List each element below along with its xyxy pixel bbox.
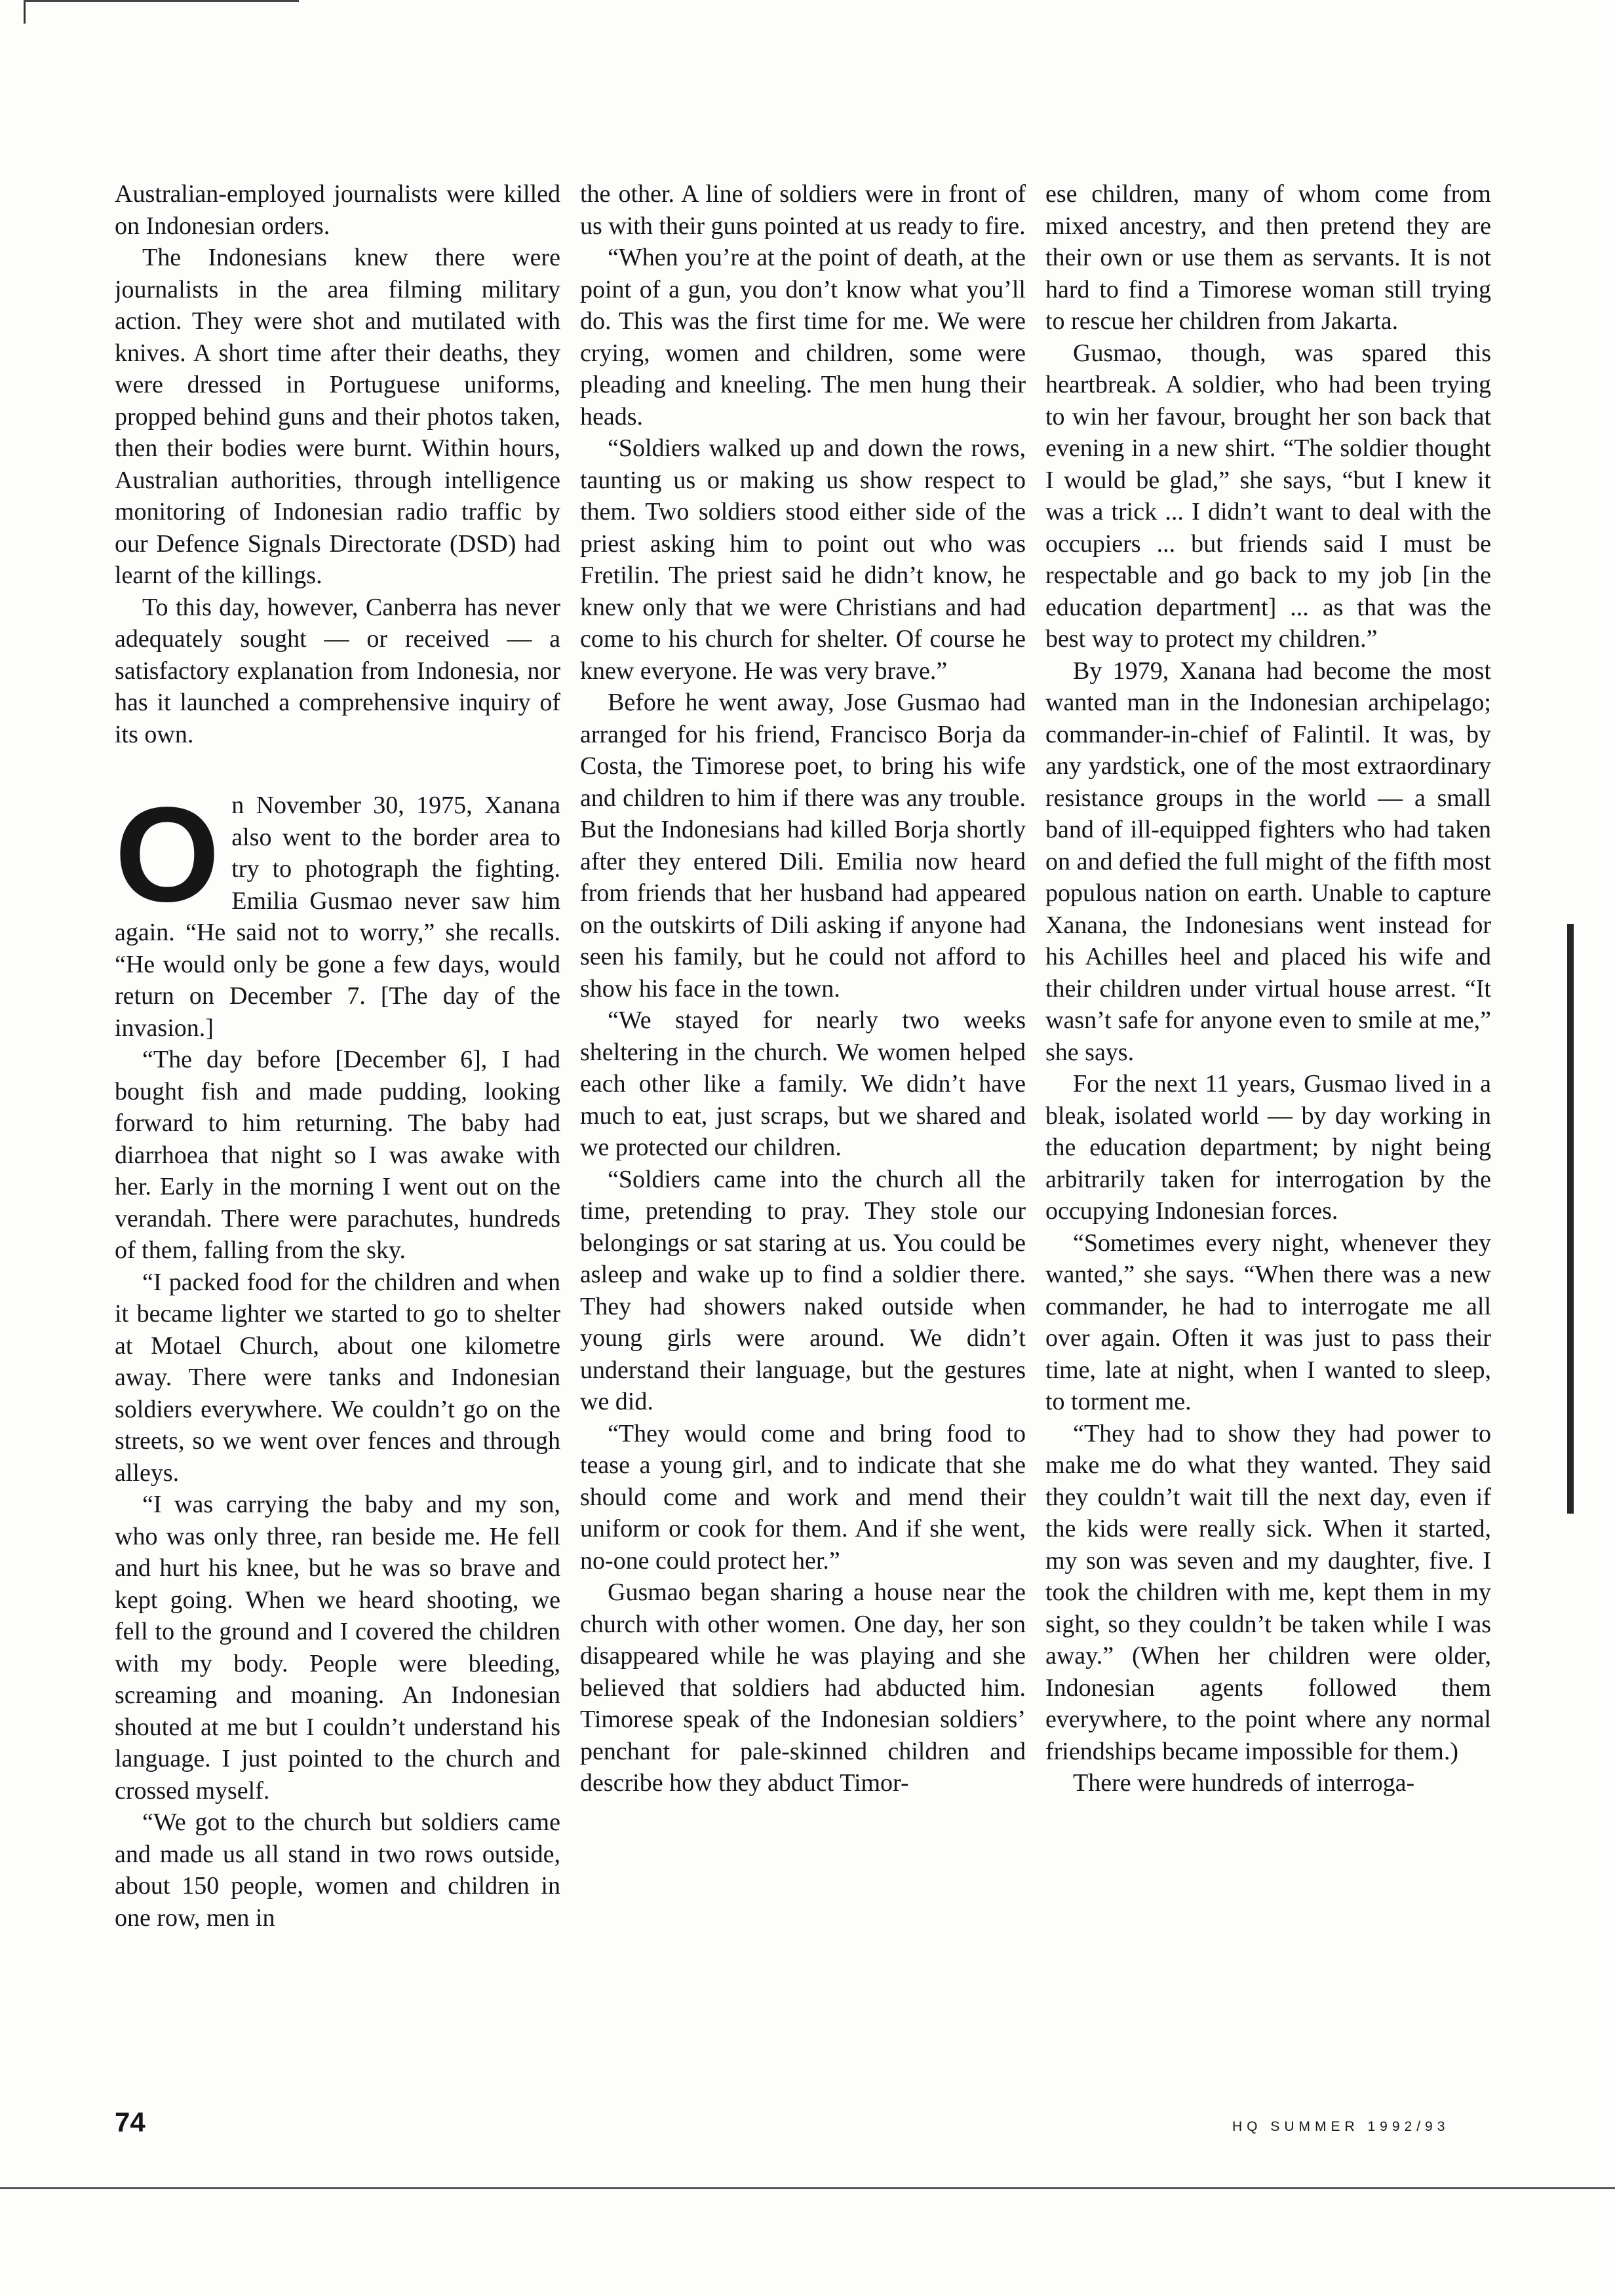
- article-paragraph: The Indonesians knew there were journalists in the area filming military action. They were shot and mutilated with knives. A short time after their deaths, they were dressed in Portuguese uniforms, propped behind guns and their photos taken, then their bodies were burnt. Within hours, Australian authorities, through intelligence monitoring of Indonesian radio traffic by our Defence Signals Directorate (DSD) had learnt of the killings.: [115, 244, 560, 589]
- article-paragraph: ese children, many of whom come from mixed ancestry, and then pretend they are their own or use them as servants. It is not hard to find a Timorese woman still trying to rescue her children from Jakarta.: [1045, 180, 1491, 335]
- drop-cap: O: [115, 779, 220, 930]
- article-paragraph: There were hundreds of interroga-: [1073, 1769, 1415, 1797]
- article-column-1: [115, 178, 560, 2131]
- article-paragraph: For the next 11 years, Gusmao lived in a bleak, isolated world — by day working in the education department; by night being arbitrarily taken for interrogation by the occupying Indonesian forces.: [1045, 1070, 1491, 1225]
- article-paragraph: “They would come and bring food to tease a young girl, and to indicate that she should come and work and mend their uniform or cook for them. And if she went, no-one could protect her.”: [580, 1419, 1026, 1575]
- article-paragraph: “They had to show they had power to make me do what they wanted. They said they couldn’t wait till the next day, even if the kids were really sick. When it started, my son was seven and my daughter, five. I took the children with me, kept them in my sight, so they couldn’t be taken while I was away.” (When her children were older, Indonesian agents followed them everywhere, to the point where any normal friendships became impossible for them.): [1045, 1419, 1491, 1765]
- article-paragraph: “When you’re at the point of death, at the point of a gun, you don’t know what you’ll do. This was the first time for me. We were crying, women and children, some were pleading and kneeling. The men hung their heads.: [580, 244, 1026, 430]
- article-paragraph: the other. A line of soldiers were in front of us with their guns pointed at us ready to fire.: [580, 180, 1026, 240]
- article-paragraph: “The day before [December 6], I had bought fish and made pudding, looking forward to him returning. The baby had diarrhoea that night so I was awake with her. Early in the morning I went out on the verandah. There were parachutes, hundreds of them, falling from the sky.: [115, 1046, 560, 1264]
- article-paragraph: “We got to the church but soldiers came and made us all stand in two rows outside, about 150 people, women and children in one row, men in: [115, 1808, 560, 1932]
- scan-edge-bottom: [0, 2187, 1615, 2189]
- article-paragraph: To this day, however, Canberra has never adequately sought — or received — a satisfactory explanation from Indonesia, nor has it launched a comprehensive inquiry of its own.: [115, 593, 560, 748]
- article-paragraph: Gusmao began sharing a house near the church with other women. One day, her son disappeared while he was playing and she believed that soldiers had abducted him. Timorese speak of the Indonesian soldiers’ penchant for pale-skinned children and describe how they abduct Timor-: [580, 1578, 1026, 1797]
- article-paragraph: Australian-employed journalists were killed on Indonesian orders.: [115, 180, 560, 240]
- running-footer: HQ SUMMER 1992/93: [1232, 2119, 1450, 2134]
- article-paragraph: Before he went away, Jose Gusmao had arranged for his friend, Francisco Borja da Costa, the Timorese poet, to bring his wife and children to him if there was any trouble. But the Indonesians had killed Borja shortly after they entered Dili. Emilia now heard from friends that her husband had appeared on the outskirts of Dili asking if anyone had seen his family, but he could not afford to show his face in the town.: [580, 689, 1026, 1003]
- page-number: 74: [115, 2107, 146, 2137]
- article-paragraph: By 1979, Xanana had become the most wanted man in the Indonesian archipelago; commander-in-chief of Falintil. It was, by any yardstick, one of the most extraordinary resistance groups in the world — a small band of ill-equipped fighters who had taken on and defied the full might of the fifth most populous nation on earth. Unable to capture Xanana, the Indonesians went instead for his Achilles heel and placed his wife and their children under virtual house arrest. “It wasn’t safe for anyone even to smile at me,” she says.: [1045, 657, 1491, 1066]
- article-paragraph: Gusmao, though, was spared this heartbreak. A soldier, who had been trying to win her favour, brought her son back that evening in a new shirt. “The soldier thought I would be glad,” she says, “but I knew it was a trick ... I didn’t want to deal with the occupiers ... but friends said I must be respectable and go back to my job [in the education department] ... as that was the best way to protect my children.”: [1045, 339, 1491, 653]
- article-column-3: [1045, 178, 1491, 2131]
- article-paragraph-dropcap: [115, 779, 560, 1044]
- scan-edge-top: [24, 0, 299, 2]
- article-paragraph: “I packed food for the children and when it became lighter we started to go to shelter at Motael Church, about one kilometre away. There were tanks and Indonesian soldiers everywhere. We couldn’t go on the streets, so we went over fences and through alleys.: [115, 1268, 560, 1487]
- article-paragraph: “I was carrying the baby and my son, who was only three, ran beside me. He fell and hurt his knee, but he was so brave and kept going. When we heard shooting, we fell to the ground and I covered the children with my body. People were bleeding, screaming and moaning. An Indonesian shouted at me but I couldn’t understand his language. I just pointed to the church and crossed myself.: [115, 1491, 560, 1805]
- scan-edge-corner: [0, 0, 26, 24]
- article-paragraph: “Sometimes every night, whenever they wanted,” she says. “When there was a new commander, he had to interrogate me all over again. Often it was just to pass their time, late at night, when I wanted to sleep, to torment me.: [1045, 1229, 1491, 1415]
- article-paragraph: “Soldiers walked up and down the rows, taunting us or making us show respect to them. Two soldiers stood either side of the priest asking him to point out who was Fretilin. The priest said he didn’t know, he knew only that we were Christians and had come to his church for shelter. Of course he knew everyone. He was very brave.”: [580, 434, 1026, 685]
- dropcap-paragraph-text: n November 30, 1975, Xanana also went to the border area to try to photograph the fighting. Emilia Gusmao never saw him again. “He said not to worry,” she recalls. “He would only be gone a few days, would return on December 7. [The day of the invasion.]: [115, 792, 560, 1042]
- article-column-2: [580, 178, 1026, 2131]
- article-body: [115, 178, 1491, 2144]
- article-paragraph: “We stayed for nearly two weeks sheltering in the church. We women helped each other like a family. We didn’t have much to eat, just scraps, but we shared and we protected our children.: [580, 1006, 1026, 1161]
- scan-margin-mark: [1567, 924, 1574, 1514]
- article-paragraph: “Soldiers came into the church all the time, pretending to pray. They stole our belongings or sat staring at us. You could be asleep and wake up to find a soldier there. They had showers naked outside when young girls were around. We didn’t understand their language, but the gestures we did.: [580, 1165, 1026, 1415]
